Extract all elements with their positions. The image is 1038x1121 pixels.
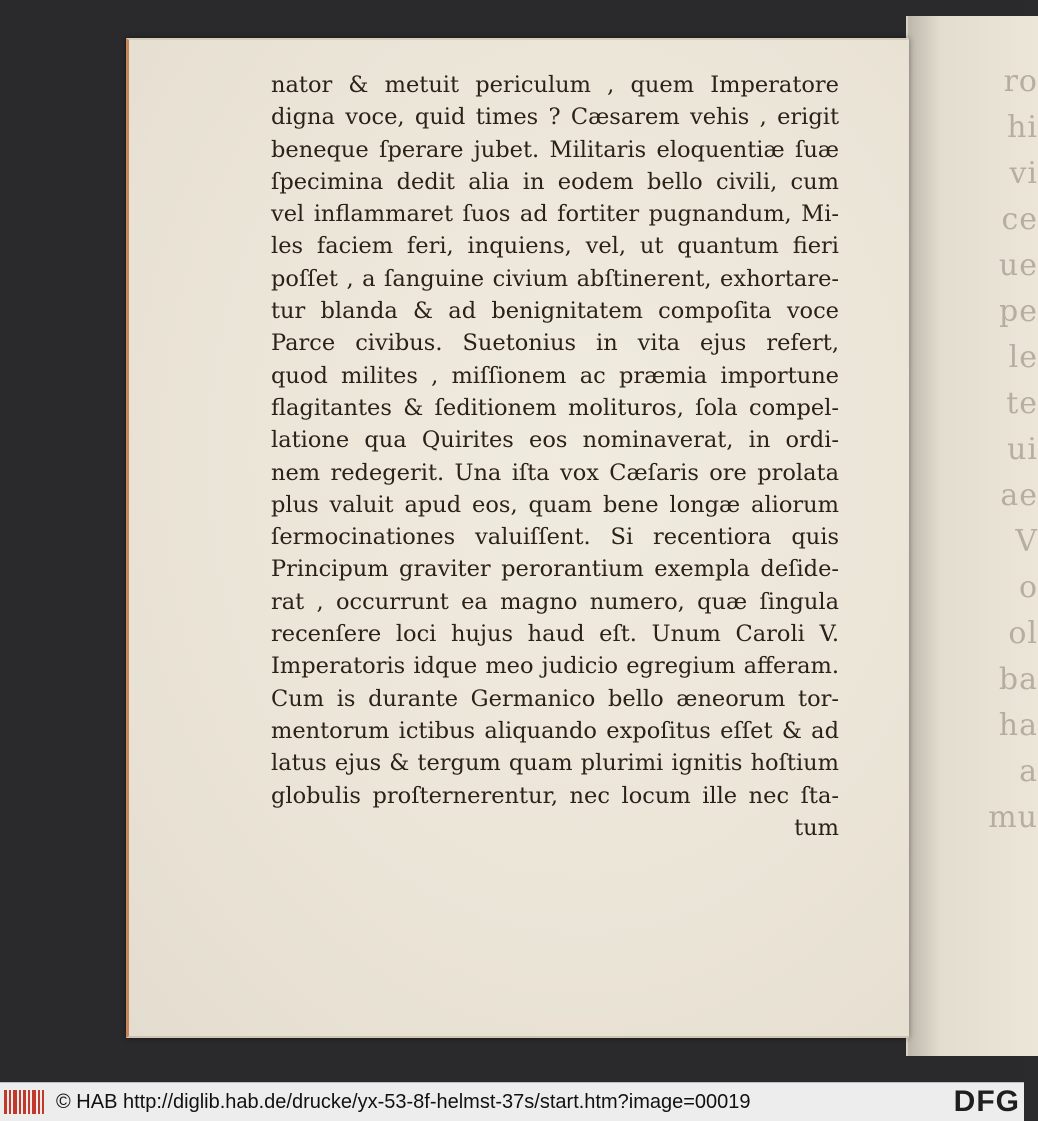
adjacent-page-edge <box>906 16 1038 1056</box>
adjacent-page-fragment: ro <box>1003 64 1038 99</box>
text-line: Principum graviter perorantium exempla deſide- <box>271 556 839 583</box>
adjacent-page-fragment: le <box>1008 340 1038 375</box>
text-line: beneque ſperare jubet. Militaris eloquentiæ ſuæ <box>271 136 839 163</box>
text-line: nator & metuit periculum , quem Imperatore <box>271 72 839 98</box>
text-line: flagitantes & ſeditionem molituros, ſola compel- <box>271 394 839 421</box>
text-line: quod milites , miſſionem ac præmia importune <box>271 362 839 389</box>
footer-bar <box>0 1082 1024 1121</box>
text-line: Cum is durante Germanico bello æneorum tor- <box>271 685 839 712</box>
text-line: poſſet , a ſanguine civium abſtinerent, exhortare- <box>271 265 839 292</box>
adjacent-page-fragment: ba <box>998 662 1038 697</box>
text-line: vel inflammaret ſuos ad fortiter pugnandum, Mi- <box>271 201 839 228</box>
catchword: tum <box>794 814 839 841</box>
book-page <box>126 38 909 1038</box>
text-line: Parce civibus. Suetonius in vita ejus refert, <box>271 330 839 357</box>
text-line: rat , occurrunt ea magno numero, quæ ſingula <box>271 588 839 615</box>
text-line: ſermocinationes valuiſſent. Si recentiora quis <box>271 524 839 551</box>
copyright-link[interactable]: © HAB http://diglib.hab.de/drucke/yx-53-8f-helmst-37s/start.htm?image=00019 <box>56 1091 751 1113</box>
text-line: les faciem feri, inquiens, vel, ut quantum fieri <box>271 233 839 260</box>
text-line: nem redegerit. Una iſta vox Cæſaris ore prolata <box>271 459 839 486</box>
hab-logo-icon <box>4 1090 44 1114</box>
dfg-logo: DFG <box>950 1085 1020 1119</box>
adjacent-page-fragment: ue <box>998 248 1038 283</box>
text-line: latione qua Quirites eos nominaverat, in ordi- <box>271 427 839 454</box>
adjacent-page-fragment: V <box>1015 524 1038 559</box>
adjacent-page-fragment: hi <box>1007 110 1038 145</box>
text-line: latus ejus & tergum quam plurimi ignitis hoſtium <box>271 750 839 777</box>
text-line: plus valuit apud eos, quam bene longæ aliorum <box>271 491 839 518</box>
adjacent-page-fragment: ce <box>1001 202 1038 237</box>
adjacent-page-fragment: te <box>1006 386 1038 421</box>
text-line: recenſere loci hujus haud eſt. Unum Caroli V. <box>271 621 839 648</box>
text-line: ſpecimina dedit alia in eodem bello civili, cum <box>271 168 839 195</box>
adjacent-page-fragment: ha <box>998 708 1038 743</box>
adjacent-page-fragment: a <box>1019 754 1038 789</box>
adjacent-page-fragment: o <box>1018 570 1038 605</box>
text-line: globulis proſternerentur, nec locum ille nec ſta- <box>271 782 839 809</box>
adjacent-page-fragment: vi <box>1009 156 1038 191</box>
text-line: Imperatoris idque meo judicio egregium afferam. <box>271 653 839 680</box>
adjacent-page-fragment: mu <box>988 800 1038 835</box>
adjacent-page-fragment: ae <box>1000 478 1038 513</box>
adjacent-page-fragment: pe <box>999 294 1038 329</box>
adjacent-page-fragment: ol <box>1008 616 1038 651</box>
text-line: mentorum ictibus aliquando expoſitus eſſet & ad <box>271 717 839 744</box>
text-line: tur blanda & ad benignitatem compoſita voce <box>271 298 839 325</box>
adjacent-page-fragment: ui <box>1007 432 1038 467</box>
text-line: digna voce, quid times ? Cæsarem vehis , erigit <box>271 104 839 131</box>
page-text <box>271 69 839 844</box>
